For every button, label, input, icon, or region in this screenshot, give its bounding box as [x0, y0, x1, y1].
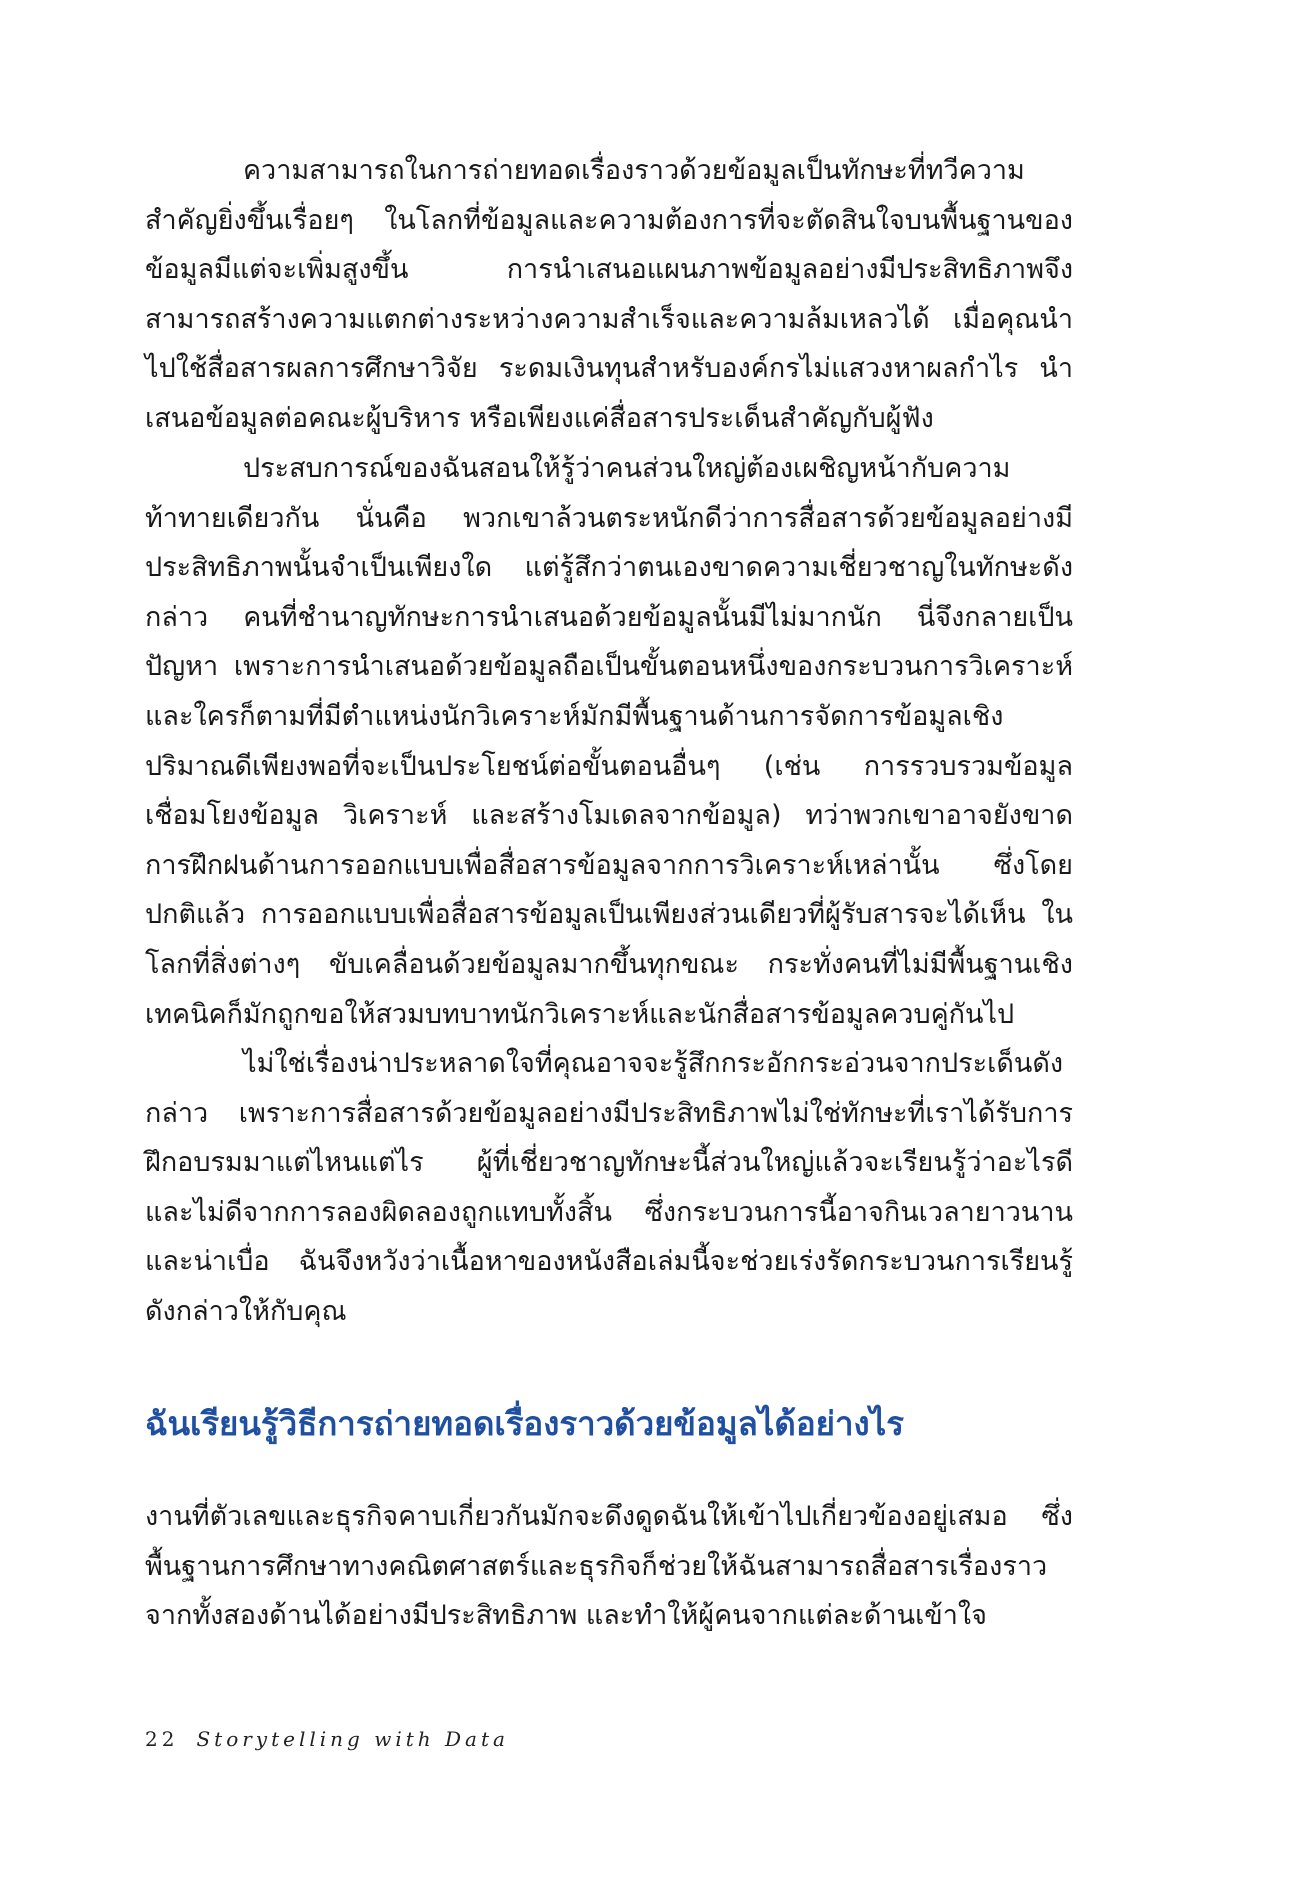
body-paragraph-3: ไม่ใช่เรื่องน่าประหลาดใจที่คุณอาจจะรู้สึกกระอักกระอ่วนจากประเด็นดังกล่าว เพราะการสื่อสารด้วยข้อมูลอย่างมีประสิทธิภาพไม่ใช่ทักษะที่เราได้รับการฝึกอบรมมาแต่ไหนแต่ไร ผู้ที่เชี่ยวชาญทักษะนี้ส่วนใหญ่แล้วจะเรียนรู้ว่าอะไรดีและไม่ดีจากการลองผิดลองถูกแทบทั้งสิ้น ซึ่งกระบวนการนี้อาจกินเวลายาวนานและน่าเบื่อ ฉันจึงหวังว่าเนื้อหาของหนังสือเล่มนี้จะช่วยเร่งรัดกระบวนการเรียนรู้ดังกล่าวให้กับคุณ — [145, 1048, 1073, 1327]
book-title: Storytelling with Data — [196, 1727, 509, 1751]
body-paragraph-1: ความสามารถในการถ่ายทอดเรื่องราวด้วยข้อมูลเป็นทักษะที่ทวีความสำคัญยิ่งขึ้นเรื่อยๆ ในโลกที่ข้อมูลและความต้องการที่จะตัดสินใจบนพื้นฐานของข้อมูลมีแต่จะเพิ่มสูงขึ้น การนำเสนอแผนภาพข้อมูลอย่างมีประสิทธิภาพจึงสามารถสร้างความแตกต่างระหว่างความสำเร็จและความล้มเหลวได้ เมื่อคุณนำไปใช้สื่อสารผลการศึกษาวิจัย ระดมเงินทุนสำหรับองค์กรไม่แสวงหาผลกำไร นำเสนอข้อมูลต่อคณะผู้บริหาร หรือเพียงแค่สื่อสารประเด็นสำคัญกับผู้ฟัง — [145, 155, 1073, 434]
section-paragraph: งานที่ตัวเลขและธุรกิจคาบเกี่ยวกันมักจะดึงดูดฉันให้เข้าไปเกี่ยวข้องอยู่เสมอ ซึ่งพื้นฐานการศึกษาทางคณิตศาสตร์และธุรกิจก็ช่วยให้ฉันสามารถสื่อสารเรื่องราวจากทั้งสองด้านได้อย่างมีประสิทธิภาพ และทำให้ผู้คนจากแต่ละด้านเข้าใจ — [145, 1501, 1073, 1632]
page-footer — [145, 1727, 509, 1751]
body-paragraph-2: ประสบการณ์ของฉันสอนให้รู้ว่าคนส่วนใหญ่ต้องเผชิญหน้ากับความท้าทายเดียวกัน นั่นคือ พวกเขาล้วนตระหนักดีว่าการสื่อสารด้วยข้อมูลอย่างมีประสิทธิภาพนั้นจำเป็นเพียงใด แต่รู้สึกว่าตนเองขาดความเชี่ยวชาญในทักษะดังกล่าว คนที่ชำนาญทักษะการนำเสนอด้วยข้อมูลนั้นมีไม่มากนัก นี่จึงกลายเป็นปัญหา เพราะการนำเสนอด้วยข้อมูลถือเป็นขั้นตอนหนึ่งของกระบวนการวิเคราะห์ และใครก็ตามที่มีตำแหน่งนักวิเคราะห์มักมีพื้นฐานด้านการจัดการข้อมูลเชิงปริมาณดีเพียงพอที่จะเป็นประโยชน์ต่อขั้นตอนอื่นๆ (เช่น การรวบรวมข้อมูล เชื่อมโยงข้อมูล วิเคราะห์ และสร้างโมเดลจากข้อมูล) ทว่าพวกเขาอาจยังขาดการฝึกฝนด้านการออกแบบเพื่อสื่อสารข้อมูลจากการวิเคราะห์เหล่านั้น ซึ่งโดยปกติแล้ว การออกแบบเพื่อสื่อสารข้อมูลเป็นเพียงส่วนเดียวที่ผู้รับสารจะได้เห็น ในโลกที่สิ่งต่างๆ ขับเคลื่อนด้วยข้อมูลมากขึ้นทุกขณะ กระทั่งคนที่ไม่มีพื้นฐานเชิงเทคนิคก็มักถูกขอให้สวมบทบาทนักวิเคราะห์และนักสื่อสารข้อมูลควบคู่กันไป — [145, 453, 1073, 1030]
page-number: 22 — [145, 1727, 179, 1751]
section-heading: ฉันเรียนรู้วิธีการถ่ายทอดเรื่องราวด้วยข้อมูลได้อย่างไร — [145, 1404, 904, 1443]
